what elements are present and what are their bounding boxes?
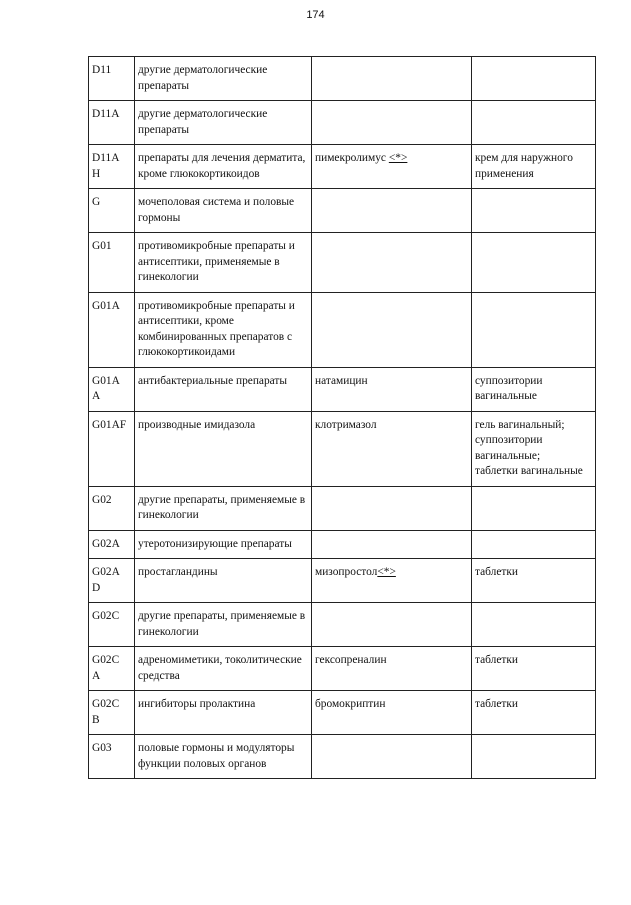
inn-cell: [312, 530, 472, 559]
group-name-cell: [135, 647, 312, 691]
drug-table-body: [89, 57, 596, 779]
inn-cell: [312, 691, 472, 735]
group-name-cell: [135, 233, 312, 293]
atc-code-cell: [89, 367, 135, 411]
drug-table: [88, 56, 596, 779]
atc-code: G02: [92, 493, 112, 506]
group-name: антибактериальные препараты: [138, 374, 288, 387]
dosage-form-cell: [472, 292, 596, 367]
atc-code-cell: [89, 647, 135, 691]
table-row: [89, 233, 596, 293]
atc-code: D11: [92, 64, 112, 76]
inn-footnote-mark: <*>: [377, 566, 396, 578]
inn-cell: [312, 559, 472, 603]
group-name: другие дерматологические препараты: [138, 64, 268, 92]
group-name-cell: [135, 189, 312, 233]
table-row: [89, 691, 596, 735]
group-name-cell: [135, 101, 312, 145]
group-name: производные имидазола: [138, 418, 256, 431]
atc-code: D11A H: [92, 152, 120, 180]
dosage-form: таблетки: [475, 698, 519, 710]
dosage-form-cell: [472, 145, 596, 189]
inn-cell: [312, 233, 472, 293]
table-row: [89, 57, 596, 101]
atc-code-cell: [89, 691, 135, 735]
atc-code: G02C: [92, 610, 120, 622]
group-name-cell: [135, 367, 312, 411]
page-number: 174: [306, 9, 325, 21]
group-name: препараты для лечения дерматита, кроме глюкокортикоидов: [138, 152, 306, 180]
inn-cell: [312, 735, 472, 779]
inn-cell: [312, 647, 472, 691]
dosage-form-cell: [472, 559, 596, 603]
group-name-cell: [135, 530, 312, 559]
group-name-cell: [135, 57, 312, 101]
dosage-form-cell: [472, 367, 596, 411]
group-name: другие препараты, применяемые в гинекологии: [138, 493, 306, 521]
group-name-cell: [135, 145, 312, 189]
dosage-form-cell: [472, 735, 596, 779]
dosage-form-cell: [472, 233, 596, 293]
table-row: [89, 292, 596, 367]
group-name: ингибиторы пролактина: [138, 698, 256, 710]
atc-code: G01A: [92, 299, 120, 312]
table-row: [89, 189, 596, 233]
group-name-cell: [135, 411, 312, 486]
dosage-form-cell: [472, 530, 596, 559]
table-row: [89, 145, 596, 189]
dosage-form: суппозитории вагинальные: [475, 374, 543, 402]
dosage-form-cell: [472, 57, 596, 101]
inn-cell: [312, 101, 472, 145]
table-row: [89, 486, 596, 530]
inn-cell: [312, 57, 472, 101]
table-row: [89, 101, 596, 145]
inn-name: клотримазол: [315, 418, 377, 431]
dosage-form-cell: [472, 486, 596, 530]
group-name: противомикробные препараты и антисептики, применяемые в гинекологии: [138, 240, 295, 283]
group-name: адреномиметики, токолитические средства: [138, 654, 302, 682]
group-name-cell: [135, 735, 312, 779]
table-row: [89, 411, 596, 486]
inn-name: натамицин: [315, 374, 368, 387]
dosage-form-cell: [472, 101, 596, 145]
inn-cell: [312, 189, 472, 233]
dosage-form: таблетки: [475, 654, 519, 666]
inn-footnote-mark: <*>: [388, 152, 408, 164]
inn-cell: [312, 367, 472, 411]
inn-cell: [312, 603, 472, 647]
inn-name: гексопреналин: [315, 654, 387, 666]
table-row: [89, 603, 596, 647]
atc-code: G01A A: [92, 374, 120, 402]
atc-code: G02C B: [92, 698, 120, 726]
table-row: [89, 559, 596, 603]
atc-code: D11A: [92, 108, 120, 120]
atc-code: G02A D: [92, 566, 120, 594]
table-row: [89, 647, 596, 691]
atc-code-cell: [89, 530, 135, 559]
atc-code-cell: [89, 233, 135, 293]
atc-code-cell: [89, 486, 135, 530]
table-row: [89, 735, 596, 779]
dosage-form-cell: [472, 647, 596, 691]
group-name-cell: [135, 691, 312, 735]
group-name-cell: [135, 292, 312, 367]
dosage-form-cell: [472, 603, 596, 647]
table-row: [89, 530, 596, 559]
inn-name: мизопростол: [315, 566, 378, 578]
dosage-form-cell: [472, 189, 596, 233]
inn-cell: [312, 486, 472, 530]
dosage-form: таблетки: [475, 566, 519, 578]
group-name: утеротонизирующие препараты: [138, 537, 292, 550]
inn-name: бромокриптин: [315, 698, 386, 710]
atc-code-cell: [89, 559, 135, 603]
group-name: противомикробные препараты и антисептики, кроме комбинированных препаратов с глюкокортикоидами: [138, 299, 295, 358]
group-name: мочеполовая система и половые гормоны: [138, 196, 295, 224]
inn-cell: [312, 292, 472, 367]
group-name-cell: [135, 486, 312, 530]
group-name-cell: [135, 603, 312, 647]
group-name: другие препараты, применяемые в гинекологии: [138, 610, 306, 638]
atc-code: G01AF: [92, 418, 127, 431]
atc-code: G02A: [92, 537, 120, 550]
dosage-form: крем для наружного применения: [475, 152, 573, 180]
group-name: половые гормоны и модуляторы функции половых органов: [138, 742, 295, 770]
atc-code: G: [92, 196, 101, 208]
atc-code-cell: [89, 101, 135, 145]
atc-code-cell: [89, 292, 135, 367]
atc-code-cell: [89, 145, 135, 189]
group-name: простагландины: [138, 566, 218, 578]
group-name: другие дерматологические препараты: [138, 108, 268, 136]
inn-cell: [312, 411, 472, 486]
group-name-cell: [135, 559, 312, 603]
atc-code: G02C A: [92, 654, 120, 682]
atc-code-cell: [89, 735, 135, 779]
dosage-form: гель вагинальный; суппозитории вагинальные; таблетки вагинальные: [475, 418, 583, 477]
inn-cell: [312, 145, 472, 189]
atc-code-cell: [89, 57, 135, 101]
dosage-form-cell: [472, 691, 596, 735]
atc-code-cell: [89, 411, 135, 486]
atc-code: G03: [92, 742, 112, 754]
dosage-form-cell: [472, 411, 596, 486]
inn-name: пимекролимус: [315, 152, 389, 164]
atc-code: G01: [92, 240, 112, 252]
table-row: [89, 367, 596, 411]
atc-code-cell: [89, 603, 135, 647]
atc-code-cell: [89, 189, 135, 233]
